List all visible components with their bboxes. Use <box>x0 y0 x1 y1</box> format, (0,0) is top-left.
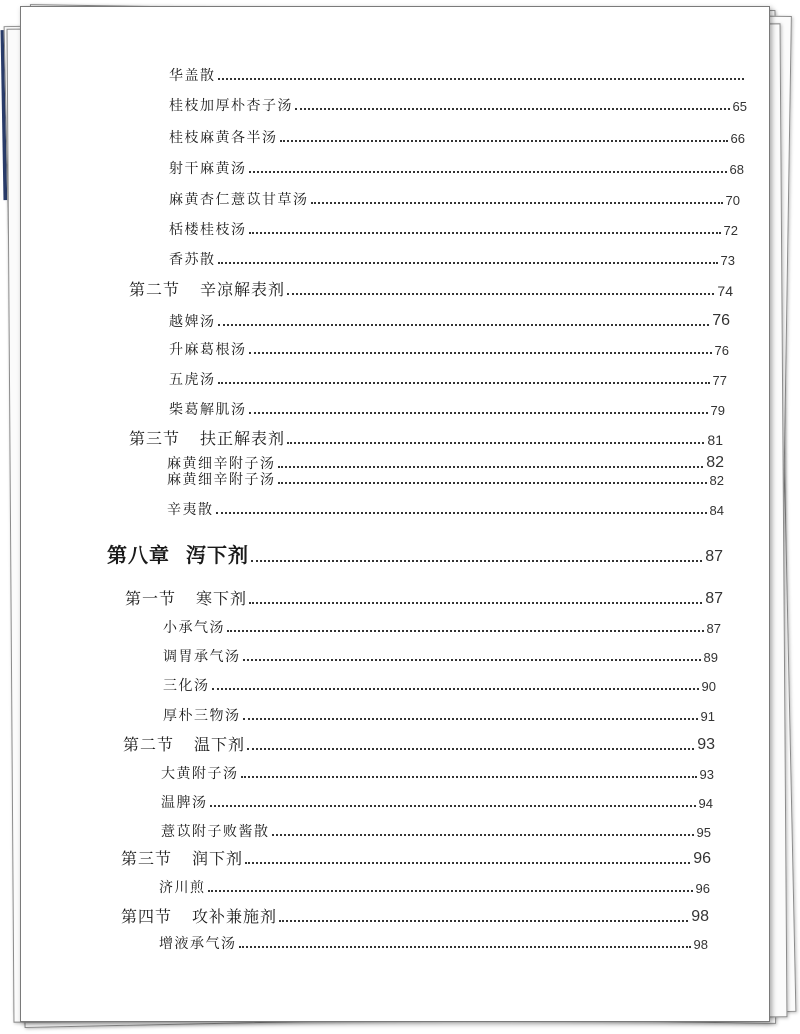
section-number: 第一节 <box>125 589 177 608</box>
toc-entry[interactable] <box>169 373 727 387</box>
toc-section[interactable] <box>129 431 723 447</box>
dot-leader <box>278 466 704 468</box>
toc-page <box>20 6 770 1022</box>
page-number: 87 <box>705 548 723 565</box>
entry-title: 五虎汤 <box>169 372 216 388</box>
dot-leader <box>208 890 693 892</box>
page-number: 77 <box>712 373 727 388</box>
dot-leader <box>287 293 714 295</box>
dot-leader <box>218 262 718 264</box>
dot-leader <box>241 776 697 778</box>
section-heading <box>123 737 245 753</box>
section-heading <box>121 909 277 925</box>
entry-title: 麻黄细辛附子汤 <box>167 472 276 488</box>
entry-title: 越婢汤 <box>169 314 216 330</box>
toc-entry[interactable] <box>169 223 738 237</box>
page-number: 82 <box>709 473 724 488</box>
dot-leader <box>279 920 688 922</box>
dot-leader <box>218 382 710 384</box>
page-number: 98 <box>691 908 709 925</box>
toc-entry[interactable] <box>163 709 715 723</box>
dot-leader <box>218 78 745 80</box>
section-number: 第三节 <box>129 429 181 448</box>
section-title: 辛凉解表剂 <box>200 280 286 299</box>
toc-entry[interactable] <box>169 343 729 357</box>
entry-title: 柴葛解肌汤 <box>169 402 247 418</box>
entry-title: 调胃承气汤 <box>163 649 241 665</box>
toc-section[interactable] <box>125 591 723 607</box>
table-of-contents <box>21 7 769 1021</box>
toc-entry[interactable] <box>167 455 724 471</box>
toc-entry[interactable] <box>159 937 708 951</box>
toc-entry[interactable] <box>161 767 714 781</box>
toc-entry[interactable] <box>169 313 730 329</box>
entry-title: 桂枝加厚朴杏子汤 <box>169 98 293 114</box>
entry-title: 温脾汤 <box>161 795 208 811</box>
page-number: 93 <box>697 736 715 753</box>
dot-leader <box>243 659 701 661</box>
page-number: 66 <box>730 131 745 146</box>
toc-entry[interactable] <box>169 99 747 113</box>
chapter-heading <box>107 545 249 565</box>
toc-entry[interactable] <box>161 796 713 810</box>
dot-leader <box>272 834 694 836</box>
dot-leader <box>287 442 704 444</box>
dot-leader <box>243 718 698 720</box>
page-number: 76 <box>712 312 730 329</box>
toc-entry[interactable] <box>163 621 721 635</box>
section-title: 攻补兼施剂 <box>192 907 278 926</box>
page-number: 96 <box>693 850 711 867</box>
dot-leader <box>278 482 707 484</box>
page-number: 95 <box>696 825 711 840</box>
toc-entry[interactable] <box>169 253 735 267</box>
chapter-number: 第八章 <box>107 543 170 567</box>
page-number: 96 <box>695 881 710 896</box>
entry-title: 麻黄细辛附子汤 <box>167 456 276 472</box>
page-number: 65 <box>732 99 747 114</box>
section-title: 寒下剂 <box>196 589 248 608</box>
dot-leader <box>249 232 721 234</box>
dot-leader <box>311 202 723 204</box>
entry-title: 香苏散 <box>169 252 216 268</box>
page-number: 81 <box>707 432 723 448</box>
entry-title: 小承气汤 <box>163 620 225 636</box>
page-number: 90 <box>701 679 716 694</box>
dot-leader <box>251 560 702 562</box>
dot-leader <box>280 140 728 142</box>
section-title: 温下剂 <box>194 735 246 754</box>
entry-title: 增液承气汤 <box>159 936 237 952</box>
section-number: 第二节 <box>123 735 175 754</box>
toc-section[interactable] <box>129 282 733 298</box>
entry-title: 射干麻黄汤 <box>169 161 247 177</box>
page-number: 93 <box>699 767 714 782</box>
page-number: 98 <box>693 937 708 952</box>
toc-entry[interactable] <box>169 193 740 207</box>
section-number: 第二节 <box>129 280 181 299</box>
entry-title: 三化汤 <box>163 678 210 694</box>
entry-title: 辛夷散 <box>167 502 214 518</box>
dot-leader <box>245 862 690 864</box>
entry-title: 麻黄杏仁薏苡甘草汤 <box>169 192 309 208</box>
dot-leader <box>247 748 694 750</box>
dot-leader <box>227 630 704 632</box>
page-number: 84 <box>709 503 724 518</box>
toc-entry[interactable] <box>161 825 711 839</box>
page-number: 87 <box>705 590 723 607</box>
page-number: 82 <box>706 454 724 471</box>
entry-title: 济川煎 <box>159 880 206 896</box>
page-number: 74 <box>717 283 733 299</box>
page-number: 76 <box>714 343 729 358</box>
toc-entry[interactable] <box>169 131 745 145</box>
dot-leader <box>239 946 691 948</box>
toc-entry[interactable] <box>163 650 718 664</box>
dot-leader <box>249 171 727 173</box>
toc-entry[interactable] <box>169 162 744 176</box>
entry-title: 厚朴三物汤 <box>163 708 241 724</box>
page-number: 70 <box>725 193 740 208</box>
section-heading <box>129 282 285 298</box>
toc-entry[interactable] <box>167 503 724 517</box>
page-number: 68 <box>729 162 744 177</box>
toc-entry[interactable] <box>163 679 716 693</box>
entry-title: 升麻葛根汤 <box>169 342 247 358</box>
dot-leader <box>216 512 707 514</box>
section-number: 第三节 <box>121 849 173 868</box>
toc-entry[interactable] <box>159 881 710 895</box>
toc-entry[interactable] <box>167 473 724 487</box>
entry-title: 栝楼桂枝汤 <box>169 222 247 238</box>
toc-section[interactable] <box>123 737 715 753</box>
page-number: 87 <box>706 621 721 636</box>
section-heading <box>125 591 247 607</box>
entry-title: 大黄附子汤 <box>161 766 239 782</box>
page-number: 73 <box>720 253 735 268</box>
page-number: 79 <box>710 403 725 418</box>
toc-chapter[interactable] <box>107 545 723 565</box>
toc-section[interactable] <box>121 909 709 925</box>
toc-entry[interactable] <box>169 403 725 417</box>
dot-leader <box>212 688 699 690</box>
entry-title: 桂枝麻黄各半汤 <box>169 130 278 146</box>
chapter-title: 泻下剂 <box>186 543 249 567</box>
page-number: 94 <box>698 796 713 811</box>
entry-title: 薏苡附子败酱散 <box>161 824 270 840</box>
dot-leader <box>218 324 710 326</box>
dot-leader <box>249 352 712 354</box>
dot-leader <box>249 602 702 604</box>
dot-leader <box>295 108 730 110</box>
section-number: 第四节 <box>121 907 173 926</box>
entry-title: 华盖散 <box>169 68 216 84</box>
section-heading <box>121 851 243 867</box>
page-number: 89 <box>703 650 718 665</box>
section-heading <box>129 431 285 447</box>
dot-leader <box>210 805 696 807</box>
toc-section[interactable] <box>121 851 711 867</box>
page-number: 72 <box>723 223 738 238</box>
section-title: 扶正解表剂 <box>200 429 286 448</box>
page-number: 91 <box>700 709 715 724</box>
dot-leader <box>249 412 708 414</box>
toc-entry[interactable] <box>169 69 747 83</box>
section-title: 润下剂 <box>192 849 244 868</box>
